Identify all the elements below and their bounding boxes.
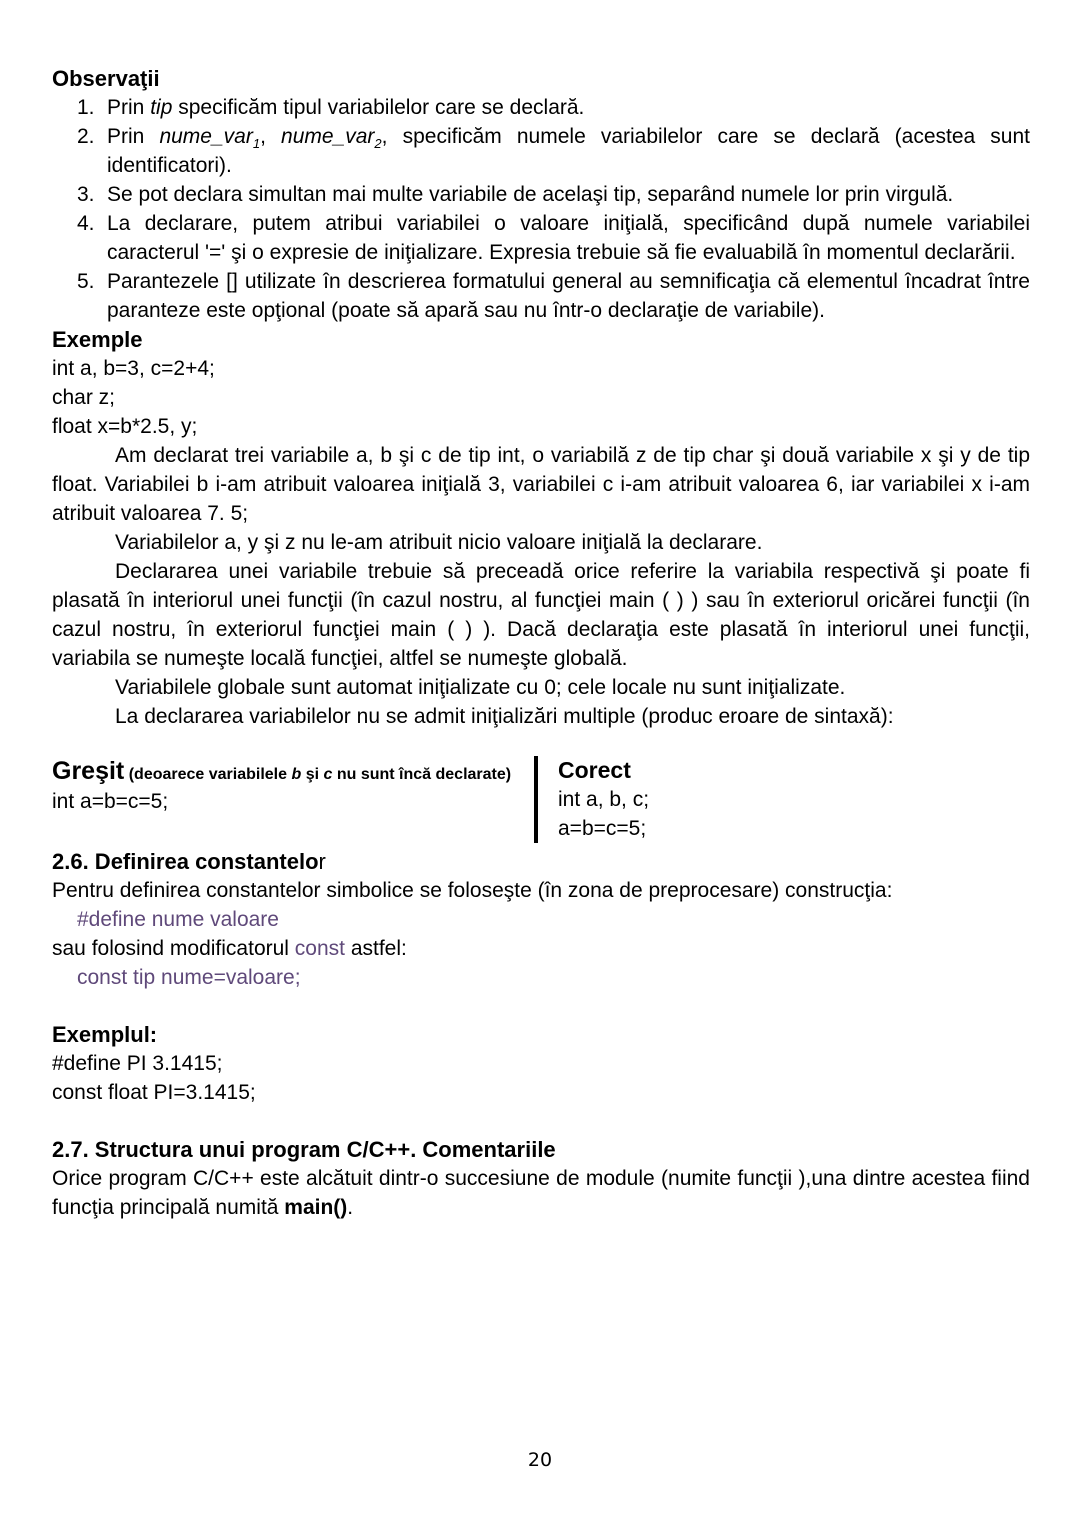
paragraph-declaration-placement: Declararea unei variabile trebuie să preceadă orice referire la variabila respectivă şi poate fi plasată în interiorul unei funcţii (în cazul nostru, al funcţiei main ( ) ) sau în exteriorul oricărei funcţii (în cazul nostru, în exteriorul funcţiei main ( ) ). Dacă declaraţia este plasată în interiorul unei funcţii, variabila se numeşte locală funcţiei, altfel se numeşte globală. (52, 560, 1030, 670)
wrong-code-line: int a=b=c=5; (52, 790, 169, 813)
observatii-list (52, 93, 1030, 325)
wrong-heading (52, 756, 520, 787)
paragraph-declaration-summary: Am declarat trei variabile a, b şi c de tip int, o variabilă z de tip char şi două variabile x şi y de tip float. Variabilei b i-am atribuit valoarea iniţială 3, variabilei c i-am atribuit valoarea 6, iar variabilei x i-am atribuit valoarea 7. 5; (52, 444, 1030, 525)
section-2-6-intro: Pentru definirea constantelor simbolice se foloseşte (în zona de preprocesare) construcţia: (52, 879, 893, 902)
text-segment-italic: b (291, 766, 302, 783)
text-segment: astfel: (345, 937, 407, 960)
exemplul-heading: Exemplul: (52, 1022, 158, 1047)
define-syntax-line: #define nume valoare (77, 908, 279, 931)
text-segment: , specificăm numele variabilelor care se declară (acestea sunt identificatori). (107, 125, 1030, 177)
exemple-heading: Exemple (52, 327, 143, 352)
heading-bold-part: 2.6. Definirea constantelo (52, 849, 319, 874)
comparison-table (52, 756, 1030, 843)
correct-code-line-2: a=b=c=5; (558, 817, 647, 840)
exemplul-block (52, 1020, 1030, 1107)
correct-code-line-1: int a, b, c; (558, 788, 650, 811)
section-2-7-block (52, 1135, 1030, 1222)
paragraph-multiple-init: La declararea variabilelor nu se admit iniţializări multiple (produc eroare de sintaxă): (115, 705, 894, 728)
text-segment: Prin (107, 96, 151, 119)
correct-column (538, 756, 649, 843)
const-syntax-line: const tip nume=valoare; (77, 966, 301, 989)
list-item-text: La declarare, putem atribui variabilei o valoare iniţială, specificând după numele variabilei caracterul '=' şi o expresie de iniţializare. Expresia trebuie să fie evaluabilă în momentul declarării. (107, 212, 1030, 264)
exemplul-define-line: #define PI 3.1415; (52, 1052, 223, 1075)
text-segment: specificăm tipul variabilelor care se declară. (172, 96, 585, 119)
heading-regular-part: r (318, 849, 326, 874)
section-2-7-paragraph (52, 1164, 1030, 1222)
paragraph-global-init: Variabilele globale sunt automat iniţializate cu 0; cele locale nu sunt iniţializate. (115, 676, 846, 699)
list-item-4 (52, 209, 1030, 267)
const-intro-line (52, 934, 1030, 963)
page-number: 20 (527, 1449, 553, 1471)
text-segment: (deoarece variabilele (124, 766, 292, 783)
text-segment-italic: c (323, 766, 333, 783)
text-segment: . (347, 1196, 354, 1219)
list-item-2 (52, 122, 1030, 180)
text-segment: sau folosind modificatorul (52, 937, 295, 960)
wrong-column (52, 756, 538, 843)
section-2-6-heading (52, 847, 1030, 876)
text-segment: Orice program C/C++ este alcătuit dintr-o succesiune de module (numite funcţii ),una dintre acestea fiind funcţia principală numită (52, 1167, 1030, 1219)
text-subscript: 1 (252, 136, 261, 152)
list-item-text: Se pot declara simultan mai multe variabile de acelaşi tip, separând numele lor prin virgulă. (107, 183, 954, 206)
text-segment-italic: tip (150, 96, 173, 119)
list-item-1 (52, 93, 1030, 122)
section-2-7-heading: 2.7. Structura unui program C/C++. Comentariile (52, 1137, 556, 1162)
code-line-float: float x=b*2.5, y; (52, 415, 198, 438)
exemplul-const-line: const float PI=3.1415; (52, 1081, 256, 1104)
wrong-title: Greşit (52, 757, 125, 785)
main-function-name: main() (284, 1196, 348, 1219)
list-number: 4. (77, 212, 95, 235)
text-segment: nu sunt încă declarate) (332, 766, 512, 783)
list-item-5 (52, 267, 1030, 325)
list-number: 2. (77, 125, 95, 148)
list-number: 1. (77, 96, 95, 119)
list-item-text (107, 93, 1030, 122)
list-number: 5. (77, 270, 95, 293)
code-line-char: char z; (52, 386, 116, 409)
wrong-note (124, 766, 511, 783)
list-item-text: Parantezele [] utilizate în descrierea formatului general au semnificaţia că elementul încadrat între paranteze este opţional (poate să apară sau nu într-o declaraţie de variabile). (107, 270, 1030, 322)
text-subscript: 2 (374, 136, 382, 152)
list-item-text (107, 122, 1030, 180)
text-segment-italic: nume_var (281, 125, 375, 148)
correct-title: Corect (558, 757, 631, 783)
text-segment-italic: nume_var (159, 125, 253, 148)
text-segment: Prin (107, 125, 160, 148)
text-segment: , (260, 125, 282, 148)
observatii-heading: Observaţii (52, 66, 160, 91)
list-number: 3. (77, 183, 95, 206)
paragraph-no-initial-value: Variabilelor a, y şi z nu le-am atribuit nicio valoare iniţială la declarare. (115, 531, 763, 554)
list-item-3 (52, 180, 1030, 209)
const-keyword: const (294, 937, 345, 960)
text-segment: şi (301, 766, 324, 783)
code-line-int: int a, b=3, c=2+4; (52, 357, 215, 380)
